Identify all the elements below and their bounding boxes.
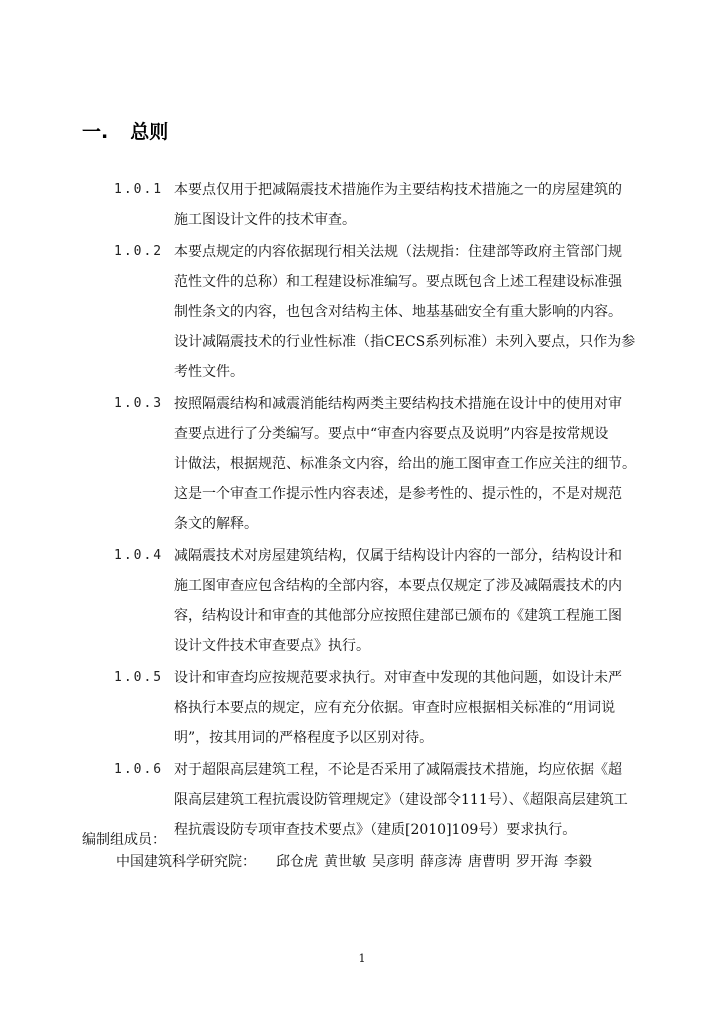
clause-1-0-2 <box>100 237 660 387</box>
text-line: 减隔震技术对房屋建筑结构，仅属于结构设计内容的一部分，结构设计和 <box>174 548 622 564</box>
clause-text <box>174 175 660 235</box>
text-line: 本要点规定的内容依据现行相关法规（法规指：住建部等政府主管部门规 <box>174 244 622 260</box>
text-line: 容，结构设计和审查的其他部分应按照住建部已颁布的《建筑工程施工图 <box>174 608 622 624</box>
clause-1-0-1 <box>100 175 660 235</box>
clause-1-0-3 <box>100 389 660 539</box>
text-line: 按照隔震结构和减震消能结构两类主要结构技术措施在设计中的使用对审 <box>174 396 622 412</box>
compiler-member: 薛彦涛 <box>420 854 462 870</box>
text-line: 考性文件。 <box>174 364 244 380</box>
text-line: 本要点仅用于把减隔震技术措施作为主要结构技术措施之一的房屋建筑的 <box>174 182 622 198</box>
compiler-member: 唐曹明 <box>468 854 510 870</box>
text-line: 设计减隔震技术的行业性标准（指CECS系列标准）未列入要点，只作为参 <box>174 334 636 350</box>
text-line: 设计和审查均应按规范要求执行。对审查中发现的其他问题，如设计未严 <box>174 670 622 686</box>
text-line: 范性文件的总称）和工程建设标准编写。要点既包含上述工程建设标准强 <box>174 274 622 290</box>
compilers-block <box>82 829 592 873</box>
section-title: 总则 <box>130 121 169 143</box>
clause-text <box>174 663 660 753</box>
clause-text <box>174 389 660 539</box>
text-line: 程抗震设防专项审查技术要点》（建质[2010]109号）要求执行。 <box>174 822 577 838</box>
text-line: 明”，按其用词的严格程度予以区别对待。 <box>174 730 434 746</box>
clause-number: 1.0.4 <box>114 548 164 563</box>
clause-1-0-5 <box>100 663 660 753</box>
compilers-label: 编制组成员： <box>82 832 166 848</box>
clause-number: 1.0.3 <box>114 396 164 411</box>
text-line: 施工图审查应包含结构的全部内容，本要点仅规定了涉及减隔震技术的内 <box>174 578 622 594</box>
clause-text <box>174 237 660 387</box>
text-line: 施工图设计文件的技术审查。 <box>174 212 356 228</box>
section-heading <box>82 117 168 144</box>
text-line: 制性条文的内容，也包含对结构主体、地基基础安全有重大影响的内容。 <box>174 304 622 320</box>
text-line: 设计文件技术审查要点》执行。 <box>174 638 370 654</box>
clause-list <box>100 175 660 847</box>
clause-number: 1.0.2 <box>114 244 164 259</box>
compiler-member: 黄世敏 <box>324 854 366 870</box>
compiler-member: 吴彦明 <box>372 854 414 870</box>
text-line: 对于超限高层建筑工程，不论是否采用了减隔震技术措施，均应依据《超 <box>174 762 622 778</box>
compilers-row <box>82 851 592 873</box>
text-line: 这是一个审查工作提示性内容表述，是参考性的、提示性的，不是对规范 <box>174 486 622 502</box>
compiler-member: 李毅 <box>564 854 592 870</box>
text-line: 计做法，根据规范、标准条文内容，给出的施工图审查工作应关注的细节。 <box>174 456 636 472</box>
compiler-member: 罗开海 <box>516 854 558 870</box>
clause-text <box>174 541 660 661</box>
text-line: 限高层建筑工程抗震设防管理规定》（建设部令111号）、《超限高层建筑工 <box>174 792 628 808</box>
text-line: 查要点进行了分类编写。要点中“审查内容要点及说明”内容是按常规设 <box>174 426 609 442</box>
compiler-member: 邱仓虎 <box>276 854 318 870</box>
clause-number: 1.0.6 <box>114 762 164 777</box>
clause-1-0-4 <box>100 541 660 661</box>
compilers-institution: 中国建筑科学研究院： <box>116 854 256 870</box>
clause-number: 1.0.1 <box>114 182 164 197</box>
text-line: 条文的解释。 <box>174 516 258 532</box>
text-line: 格执行本要点的规定，应有充分依据。审查时应根据相关标准的“用词说 <box>174 700 616 716</box>
clause-number: 1.0.5 <box>114 670 164 685</box>
page-number: 1 <box>358 952 366 965</box>
section-number: 一. <box>82 121 109 143</box>
